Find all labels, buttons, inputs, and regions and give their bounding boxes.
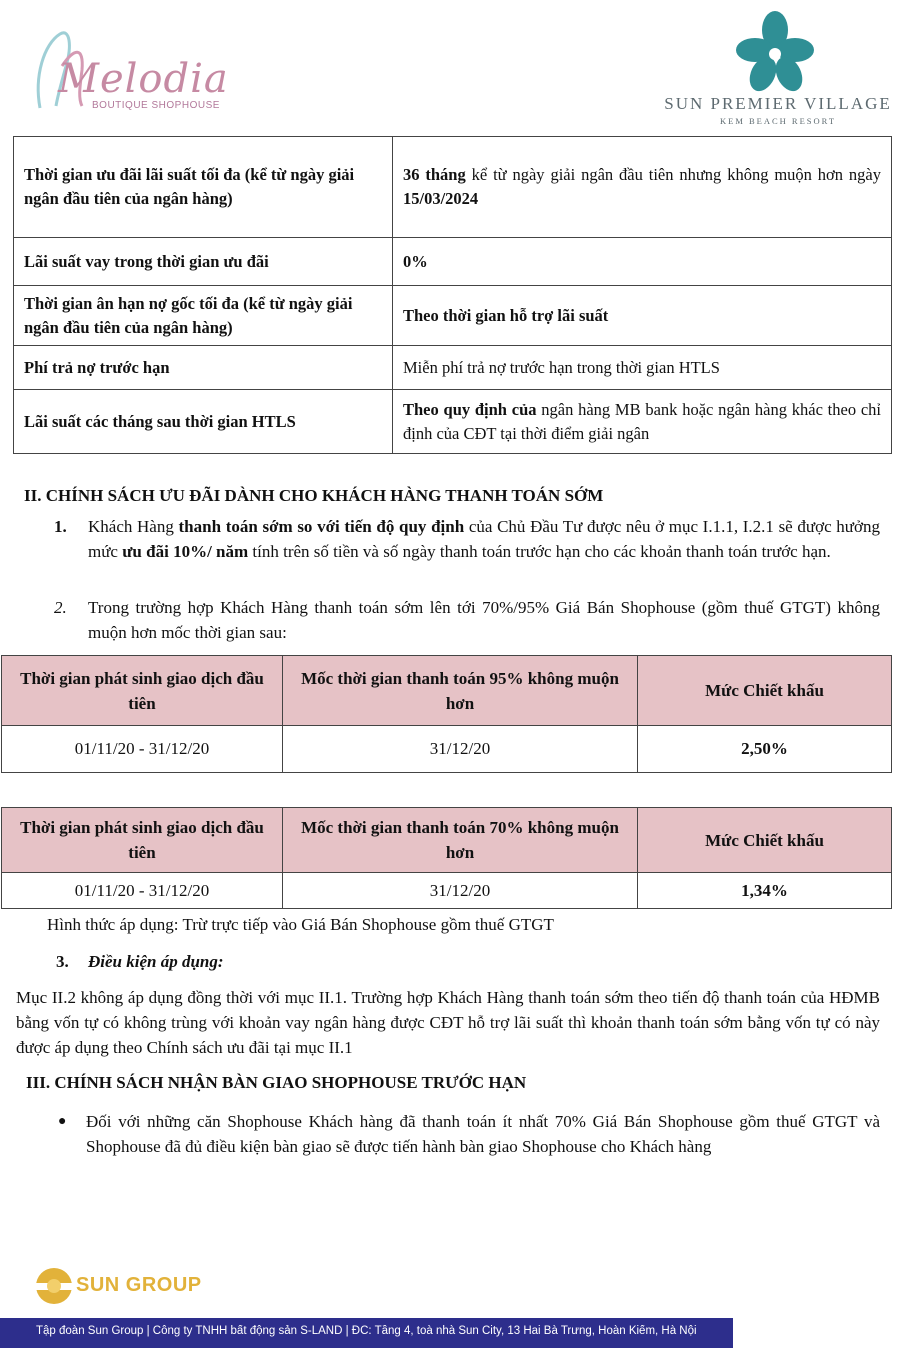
section-2-title: II. CHÍNH SÁCH ƯU ĐÃI DÀNH CHO KHÁCH HÀNG THANH TOÁN SỚM — [24, 486, 604, 505]
footer-address: Tập đoàn Sun Group | Công ty TNHH bất động sản S-LAND | ĐC: Tầng 4, toà nhà Sun City, 13 Hai Bà Trưng, Hoàn Kiếm, Hà Nội — [36, 1325, 697, 1337]
table-cell-value — [393, 137, 892, 238]
table-cell-value: 0% — [393, 238, 892, 286]
column-header: Mốc thời gian thanh toán 95% không muộn hơn — [283, 656, 638, 726]
item-1-number: 1. — [54, 517, 67, 536]
discount-table-95 — [1, 655, 892, 773]
value-text: ngân hàng MB bank hoặc ngân hàng khác theo chỉ định của CĐT tại thời điểm giải ngân — [403, 399, 881, 443]
discount-table-70 — [1, 807, 892, 909]
item-3-number: 3. — [56, 952, 69, 971]
table-row — [14, 238, 892, 286]
table-header-row — [2, 808, 892, 873]
sun-premier-village-brand: SUN PREMIER VILLAGE — [664, 94, 892, 113]
text-run-bold: ưu đãi 10%/ năm — [122, 542, 249, 561]
section-3-title: III. CHÍNH SÁCH NHẬN BÀN GIAO SHOPHOUSE TRƯỚC HẠN — [26, 1073, 527, 1092]
sun-group-brand: SUN GROUP — [76, 1274, 202, 1296]
table-cell-label: Lãi suất vay trong thời gian ưu đãi — [14, 238, 393, 286]
column-header: Thời gian phát sinh giao dịch đầu tiên — [2, 808, 283, 873]
loan-info-table — [13, 136, 892, 454]
table-row — [2, 873, 892, 909]
item-2-paragraph — [54, 595, 880, 645]
apply-form-text: Hình thức áp dụng: Trừ trực tiếp vào Giá Bán Shophouse gồm thuế GTGT — [47, 915, 554, 934]
melodia-brand: Melodia — [58, 56, 229, 102]
flower-logo-icon — [733, 10, 817, 94]
melodia-brand-subtitle: BOUTIQUE SHOPHOUSE — [92, 100, 220, 111]
column-header: Thời gian phát sinh giao dịch đầu tiên — [2, 656, 283, 726]
text-run: tính trên số tiền và số ngày thanh toán trước hạn cho các khoản thanh toán trước hạn. — [248, 542, 831, 561]
table-cell-label: Lãi suất các tháng sau thời gian HTLS — [14, 390, 393, 454]
item-3-title: Điều kiện áp dụng: — [88, 952, 224, 971]
table-cell-label: Phí trả nợ trước hạn — [14, 346, 393, 390]
value-bold: 36 tháng — [403, 165, 466, 184]
column-header: Mức Chiết khấu — [638, 656, 892, 726]
kem-beach-resort-subtitle: KEM BEACH RESORT — [719, 116, 837, 126]
table-cell: 01/11/20 - 31/12/20 — [2, 873, 283, 909]
table-cell-discount: 1,34% — [638, 873, 892, 909]
table-cell-discount: 2,50% — [638, 726, 892, 773]
table-cell-value — [393, 390, 892, 454]
text-run-bold: thanh toán sớm so với tiến độ quy định — [178, 517, 465, 536]
value-bold-date: 15/03/2024 — [403, 189, 479, 208]
table-cell-label: Thời gian ân hạn nợ gốc tối đa (kể từ ngày giải ngân đầu tiên của ngân hàng) — [14, 286, 393, 346]
section-3-bullet — [58, 1109, 880, 1159]
item-2-text: Trong trường hợp Khách Hàng thanh toán sớm lên tới 70%/95% Giá Bán Shophouse (gồm thuế GTGT) không muộn hơn mốc thời gian sau: — [88, 598, 880, 642]
sun-group-logo-icon — [34, 1266, 74, 1306]
text-run: của Chủ Đầu Tư được nêu ở mục I.1.1, I.2.1 sẽ được hưởng mức — [88, 517, 880, 561]
table-row — [2, 726, 892, 773]
table-cell-label: Thời gian ưu đãi lãi suất tối đa (kể từ ngày giải ngân đầu tiên của ngân hàng) — [14, 137, 393, 238]
table-cell-value: Miễn phí trả nợ trước hạn trong thời gian HTLS — [393, 346, 892, 390]
table-row — [14, 286, 892, 346]
table-cell: 31/12/20 — [283, 726, 638, 773]
bullet-text: Đối với những căn Shophouse Khách hàng đã thanh toán ít nhất 70% Giá Bán Shophouse gồm thuế GTGT và Shophouse đã đủ điều kiện bàn giao sẽ được tiến hành bàn giao Shophouse cho Khách hàng — [86, 1112, 880, 1156]
table-row — [14, 137, 892, 238]
item-2-number: 2. — [54, 598, 67, 617]
table-cell-value: Theo thời gian hỗ trợ lãi suất — [393, 286, 892, 346]
item-3-heading — [56, 949, 876, 974]
item-1-text — [88, 514, 880, 564]
value-text: kể từ ngày giải ngân đầu tiên nhưng không muộn hơn ngày — [465, 165, 881, 184]
column-header: Mức Chiết khấu — [638, 808, 892, 873]
item-1-paragraph — [54, 514, 880, 564]
table-row — [14, 346, 892, 390]
table-row — [14, 390, 892, 454]
text-run: Khách Hàng — [88, 517, 179, 536]
condition-paragraph: Mục II.2 không áp dụng đồng thời với mục II.1. Trường hợp Khách Hàng thanh toán sớm theo tiến độ thanh toán của HĐMB bằng vốn tự có không trùng với khoản vay ngân hàng được CĐT hỗ trợ lãi suất thì khoản thanh toán sớm bằng vốn tự có này được áp dụng theo Chính sách ưu đãi tại mục II.1 — [16, 988, 880, 1057]
bullet-icon: ● — [58, 1114, 67, 1129]
value-bold: Theo quy định của — [403, 399, 537, 419]
column-header: Mốc thời gian thanh toán 70% không muộn hơn — [283, 808, 638, 873]
table-header-row — [2, 656, 892, 726]
table-cell: 01/11/20 - 31/12/20 — [2, 726, 283, 773]
table-cell: 31/12/20 — [283, 873, 638, 909]
